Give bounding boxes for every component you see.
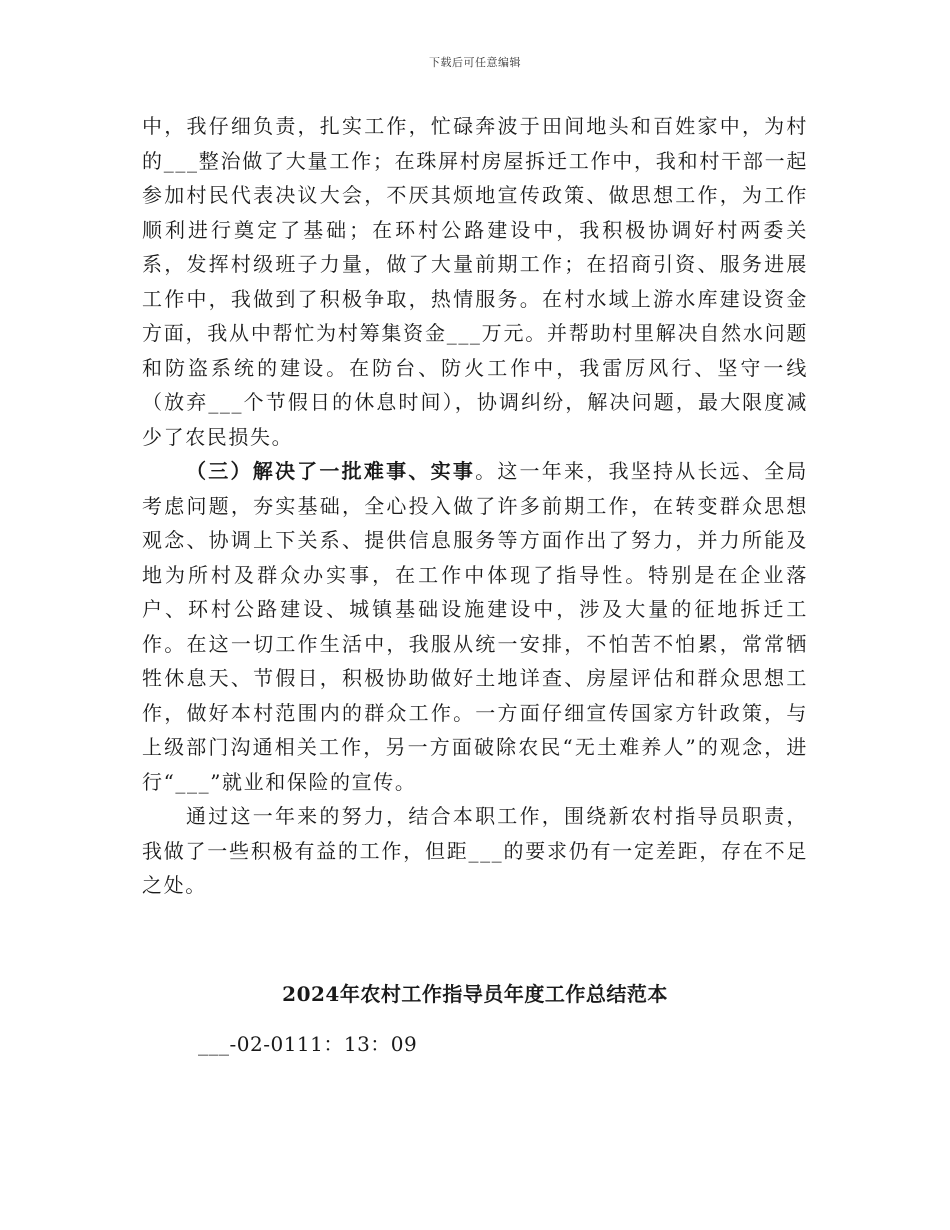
paragraph-2-body: 。这一年来，我坚持从长远、全局考虑问题，夯实基础，全心投入做了许多前期工作，在转变群众思想观念、协调上下关系、提供信息服务等方面作出了努力，并力所能及地为所村及群众办实事，在工作中体现了指导性。特别是在企业落户、环村公路建设、城镇基础设施建设中，涉及大量的征地拆迁工作。在这一切工作生活中，我服从统一安排，不怕苦不怕累，常常牺牲休息天、节假日，积极协助做好土地详查、房屋评估和群众思想工作，做好本村范围内的群众工作。一方面仔细宣传国家方针政策，与上级部门沟通相关工作，另一方面破除农民“无土难养人”的观念，进行“___”就业和保险的宣传。 — [142, 459, 808, 794]
section-heading: （三）解决了一批难事、实事 — [186, 459, 476, 483]
paragraph-3: 通过这一年来的努力，结合本职工作，围绕新农村指导员职责，我做了一些积极有益的工作，但距___的要求仍有一定差距，存在不足之处。 — [142, 804, 808, 897]
body-text — [142, 109, 808, 903]
page-header: 下载后可任意编辑 — [429, 56, 521, 69]
paragraph-2 — [142, 454, 808, 799]
document-title: 2024年农村工作指导员年度工作总结范本 — [282, 982, 668, 1006]
document-datetime: ___-02-0111：13：09 — [198, 1032, 418, 1056]
paragraph-1: 中，我仔细负责，扎实工作，忙碌奔波于田间地头和百姓家中，为村的___整治做了大量工作；在珠屏村房屋拆迁工作中，我和村干部一起参加村民代表决议大会，不厌其烦地宣传政策、做思想工作，为工作顺利进行奠定了基础；在环村公路建设中，我积极协调好村两委关系，发挥村级班子力量，做了大量前期工作；在招商引资、服务进展工作中，我做到了积极争取，热情服务。在村水域上游水库建设资金方面，我从中帮忙为村筹集资金___万元。并帮助村里解决自然水问题和防盗系统的建设。在防台、防火工作中，我雷厉风行、坚守一线（放弃___个节假日的休息时间），协调纠纷，解决问题，最大限度减少了农民损失。 — [142, 114, 808, 449]
